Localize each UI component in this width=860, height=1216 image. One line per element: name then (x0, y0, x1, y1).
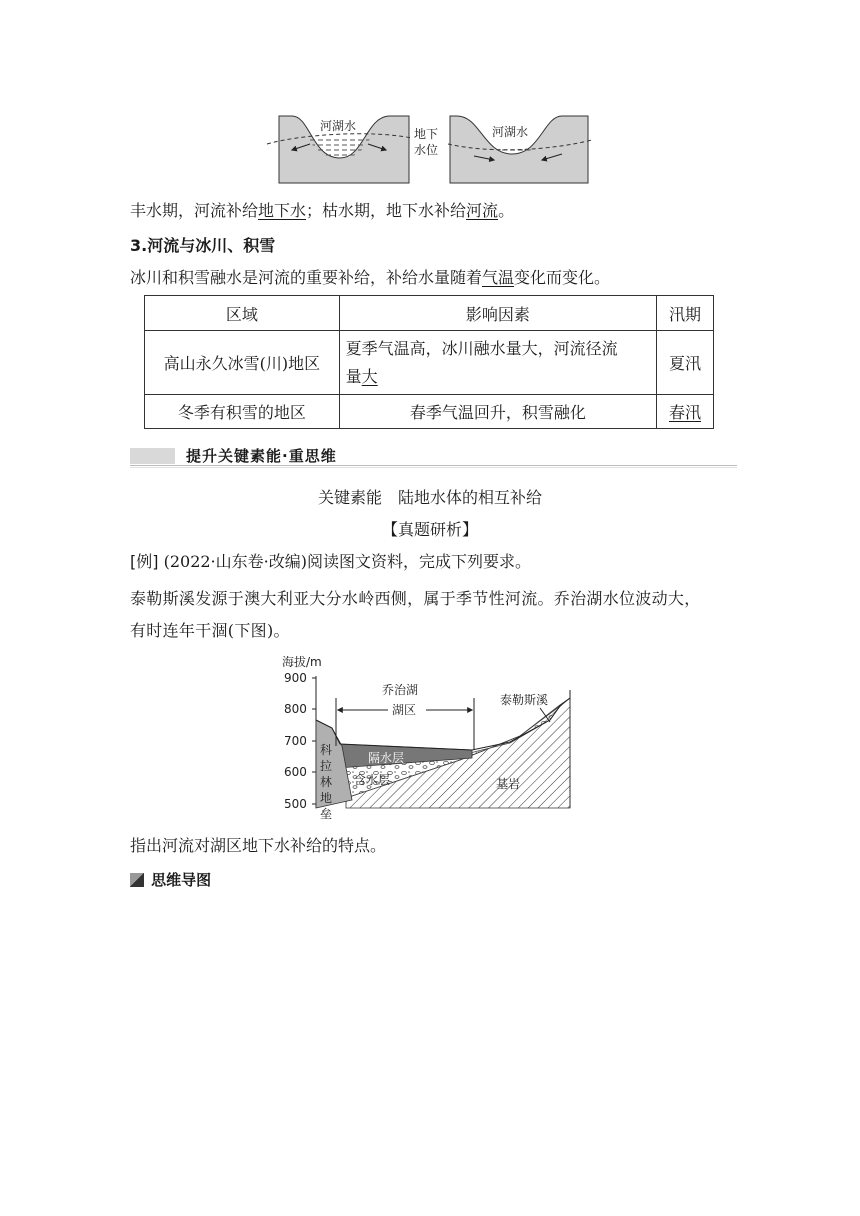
section-bar-title: 提升关键素能·重思维 (186, 447, 337, 465)
bedrock-label: 基岩 (496, 777, 521, 791)
section-bar-block (130, 448, 175, 464)
p1-groundwater: 地下水 (258, 201, 307, 220)
header-factor: 影响因素 (339, 296, 656, 331)
tick-900: 900 (284, 671, 307, 685)
paragraph-meltwater (130, 266, 610, 290)
row1-factor (339, 331, 656, 395)
fault-label-4: 地 (320, 791, 333, 805)
p1-river: 河流 (466, 201, 499, 220)
heading-river-glacier: 3.河流与冰川、积雪 (130, 236, 276, 255)
row2-factor: 春季气温回升，积雪融化 (339, 395, 656, 429)
low-water-panel (448, 116, 592, 183)
aquitard-label: 隔水层 (368, 751, 405, 765)
p2-temperature: 气温 (482, 268, 515, 287)
p1-a: 丰水期，河流补给 (130, 201, 259, 220)
row2-season (657, 395, 714, 429)
groundwater-label-2: 水位 (414, 143, 439, 157)
section-title: 关键素能 陆地水体的相互补给 (317, 488, 542, 507)
mindmap-heading-text: 思维导图 (151, 871, 212, 889)
material-line-1: 泰勒斯溪发源于澳大利亚大分水岭西侧，属于季节性河流。乔治湖水位波动大， (130, 589, 701, 608)
paragraph-recharge (130, 199, 514, 223)
subsection-title: 【真题研析】 (381, 520, 478, 539)
row1-region: 高山永久冰雪(川)地区 (145, 331, 340, 395)
row2-region: 冬季有积雪的地区 (145, 395, 340, 429)
question-text: 指出河流对湖区地下水补给的特点。 (130, 836, 387, 855)
groundwater-label-1: 地下 (414, 127, 439, 141)
row2-season-answer: 春汛 (669, 403, 702, 422)
mindmap-square-icon (130, 873, 144, 887)
table-header-row (145, 296, 714, 331)
row1-season: 夏汛 (657, 331, 714, 395)
table-row (145, 395, 714, 429)
aquifer-label: 含水层 (354, 773, 391, 787)
lake-label-1: 乔治湖 (382, 683, 419, 697)
section-bar-line-2 (130, 467, 737, 468)
tick-500: 500 (284, 797, 307, 811)
example-line (130, 550, 531, 574)
row1-factor-line1: 夏季气温高，冰川融水量大，河流径流 (345, 338, 618, 358)
y-axis-label: 海拔/m (282, 655, 322, 669)
mindmap-heading (130, 869, 211, 891)
fault-label-1: 科 (320, 743, 333, 757)
lake-cross-section-figure (260, 650, 590, 820)
high-water-panel (267, 116, 412, 183)
right-lake-label: 河湖水 (492, 125, 529, 139)
row1-factor-line2: 量 (345, 366, 362, 386)
p2-a: 冰川和积雪融水是河流的重要补给，补给水量随着 (130, 268, 483, 287)
p2-c: 变化而变化。 (514, 268, 611, 287)
example-text: (2022·山东卷·改编)阅读图文资料，完成下列要求。 (158, 552, 531, 571)
river-groundwater-figure (262, 108, 602, 188)
left-lake-label: 河湖水 (320, 119, 357, 133)
fault-label-5: 垒 (320, 807, 333, 820)
row1-factor-answer: 大 (361, 366, 378, 386)
p1-e: 。 (498, 201, 515, 220)
header-season: 汛期 (657, 296, 714, 331)
meltwater-table (144, 295, 714, 429)
material-line-2: 有时连年干涸(下图)。 (130, 621, 290, 640)
example-tag: [例] (130, 552, 159, 571)
p1-c: ；枯水期，地下水补给 (306, 201, 467, 220)
lake-label-2: 湖区 (392, 703, 417, 717)
tick-800: 800 (284, 702, 307, 716)
header-region: 区域 (145, 296, 340, 331)
tick-600: 600 (284, 765, 307, 779)
table-row (145, 331, 714, 395)
creek-label: 泰勒斯溪 (500, 693, 549, 707)
tick-700: 700 (284, 734, 307, 748)
fault-label-2: 拉 (320, 759, 333, 773)
fault-label-3: 林 (320, 775, 333, 789)
